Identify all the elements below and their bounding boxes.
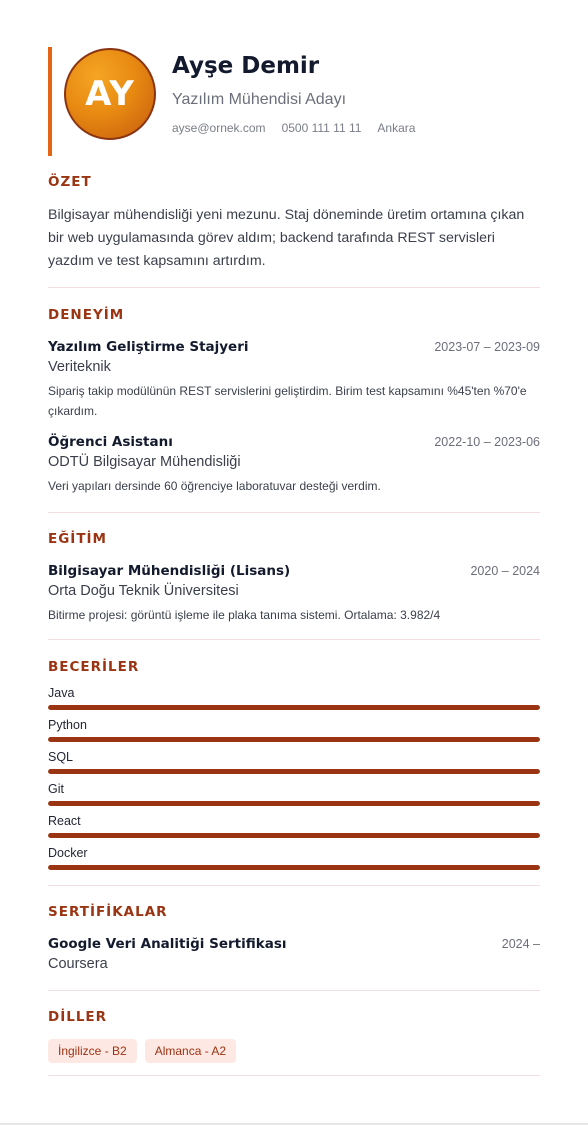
experience-entry (48, 339, 540, 421)
skill-name: Python (48, 718, 87, 732)
experience-dates: 2023-07 – 2023-09 (434, 340, 540, 354)
skill-item (48, 750, 540, 782)
skill-bar-track (48, 833, 540, 838)
section-divider (48, 885, 540, 886)
section-title-education: EĞİTİM (48, 531, 107, 547)
experience-role: Yazılım Geliştirme Stajyeri (48, 339, 249, 355)
skill-bar-fill (48, 833, 540, 838)
candidate-name: Ayşe Demir (172, 53, 320, 79)
section-title-experience: DENEYİM (48, 307, 125, 323)
language-chip: Almanca - A2 (145, 1039, 236, 1063)
section-title-certificates: SERTİFİKALAR (48, 904, 168, 920)
languages-section (48, 1009, 540, 1077)
section-divider (48, 287, 540, 288)
contact-phone[interactable]: 0500 111 11 11 (281, 121, 362, 135)
skill-bar-fill (48, 865, 540, 870)
section-divider (48, 512, 540, 513)
section-title-summary: ÖZET (48, 174, 92, 190)
avatar-initials: AY (85, 74, 135, 114)
experience-section (48, 307, 540, 513)
skill-item (48, 814, 540, 846)
education-section (48, 531, 540, 641)
skill-bar-fill (48, 737, 540, 742)
header-accent-bar (48, 47, 52, 156)
skill-item (48, 718, 540, 750)
section-divider (48, 639, 540, 640)
section-title-languages: DİLLER (48, 1009, 108, 1025)
skill-bar-fill (48, 769, 540, 774)
language-chips (48, 1039, 540, 1063)
contact-email[interactable]: ayse@ornek.com (172, 121, 266, 135)
skill-bar-track (48, 737, 540, 742)
skills-section (48, 659, 540, 887)
education-dates: 2020 – 2024 (470, 564, 540, 578)
skill-name: Git (48, 782, 64, 796)
skill-bar-track (48, 865, 540, 870)
experience-company: Veriteknik (48, 359, 111, 375)
skill-bar-track (48, 801, 540, 806)
section-divider (48, 990, 540, 991)
resume-header (48, 47, 540, 156)
education-description: Bitirme projesi: görüntü işleme ile plaka tanıma sistemi. Ortalama: 3.982/4 (48, 608, 441, 622)
skill-name: Docker (48, 846, 88, 860)
certificates-section (48, 904, 540, 992)
contact-city: Ankara (377, 121, 416, 135)
skill-item (48, 782, 540, 814)
candidate-title: Yazılım Mühendisi Adayı (172, 91, 347, 108)
skill-name: SQL (48, 750, 74, 764)
language-chip: İngilizce - B2 (48, 1039, 137, 1063)
certificate-entry (48, 936, 540, 972)
summary-section (48, 174, 540, 289)
skill-bar-track (48, 769, 540, 774)
experience-description: Sipariş takip modülünün REST servislerini geliştirdim. Birim test kapsamını %45'ten %70'e çıkardım. (48, 384, 527, 418)
summary-text: Bilgisayar mühendisliği yeni mezunu. Staj döneminde üretim ortamına çıkan bir web uygulamasında görev aldım; backend tarafında REST servisleri yazdım ve test kapsamını artırdım. (48, 207, 525, 269)
experience-company: ODTÜ Bilgisayar Mühendisliği (48, 454, 241, 470)
certificate-dates: 2024 – (501, 937, 540, 951)
experience-role: Öğrenci Asistanı (48, 434, 173, 450)
experience-entry (48, 434, 540, 496)
education-entry (48, 563, 540, 625)
education-degree: Bilgisayar Mühendisliği (Lisans) (48, 563, 291, 579)
certificate-issuer: Coursera (48, 956, 108, 972)
skills-list (48, 686, 540, 878)
skill-bar-fill (48, 801, 540, 806)
certificate-name: Google Veri Analitiği Sertifikası (48, 936, 287, 952)
skill-name: React (48, 814, 81, 828)
skill-bar-fill (48, 705, 540, 710)
section-title-skills: BECERİLER (48, 659, 140, 675)
experience-description: Veri yapıları dersinde 60 öğrenciye laboratuvar desteği verdim. (48, 479, 381, 493)
avatar (64, 48, 156, 140)
contact-line (172, 121, 415, 135)
skill-item (48, 846, 540, 878)
education-school: Orta Doğu Teknik Üniversitesi (48, 583, 239, 599)
section-divider (48, 1075, 540, 1076)
skill-item (48, 686, 540, 718)
skill-bar-track (48, 705, 540, 710)
skill-name: Java (48, 686, 75, 700)
experience-dates: 2022-10 – 2023-06 (434, 435, 540, 449)
